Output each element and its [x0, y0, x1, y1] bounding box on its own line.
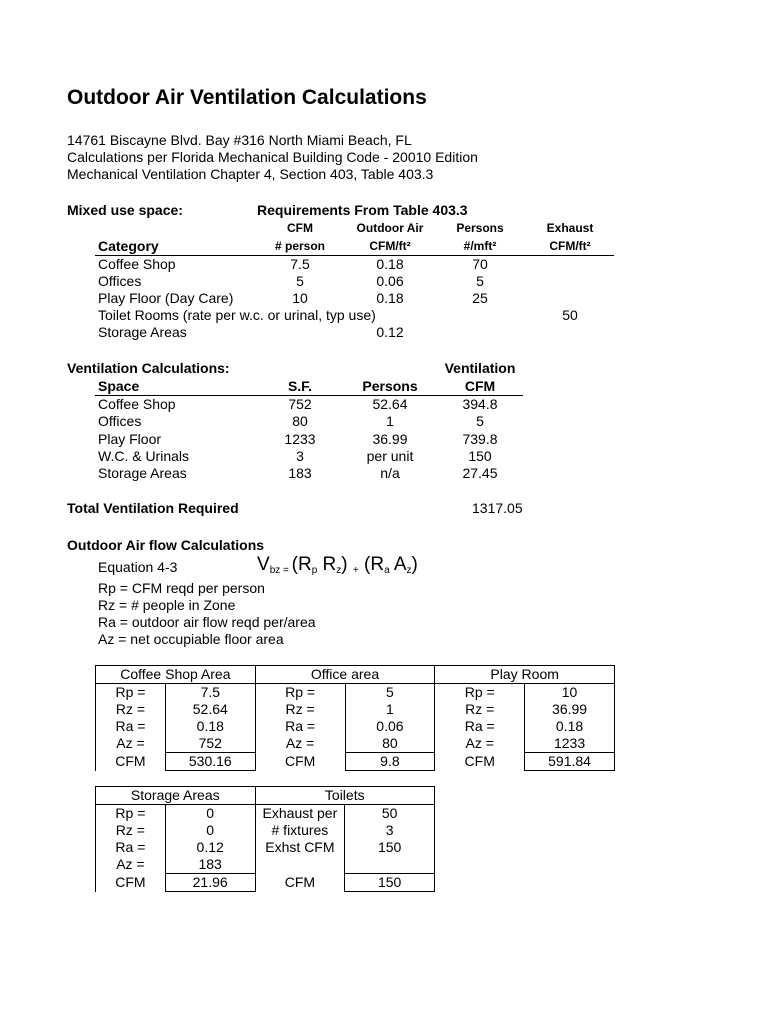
- result-row: CFM 21.96 CFM 150: [96, 874, 435, 892]
- storage-toilet-table: [95, 786, 435, 892]
- space-header: Space: [98, 378, 140, 394]
- requirements-table-title: Requirements From Table 403.3: [257, 202, 468, 218]
- sf-cell: 80: [292, 413, 308, 429]
- definition-rp: Rp = CFM reqd per person: [98, 580, 265, 596]
- persons-cell: per unit: [366, 448, 414, 464]
- persons-header: Persons: [362, 378, 418, 394]
- oa-cell: 0.12: [376, 324, 404, 340]
- cfm-cell: 739.8: [462, 431, 498, 447]
- toilets-title: Toilets: [255, 787, 434, 805]
- col-header-cfm: CFM: [287, 221, 313, 235]
- col-subheader-exhaust: CFM/ft²: [549, 239, 591, 253]
- ventilation-header-top: Ventilation: [444, 360, 516, 376]
- col-header-persons: Persons: [456, 221, 504, 235]
- space-cell: Play Floor: [98, 431, 162, 447]
- definition-rz: Rz = # people in Zone: [98, 597, 236, 613]
- page-title: Outdoor Air Ventilation Calculations: [67, 86, 427, 109]
- total-label: Total Ventilation Required: [67, 500, 239, 516]
- result-row: CFM 530.16 CFM 9.8 CFM 591.84: [96, 753, 615, 771]
- col-subheader-oa: CFM/ft²: [369, 239, 411, 253]
- cfm-cell: 150: [468, 448, 492, 464]
- category-cell: Play Floor (Day Care): [98, 290, 234, 306]
- space-cell: Storage Areas: [98, 465, 187, 481]
- sf-cell: 3: [296, 448, 304, 464]
- category-cell: Offices: [98, 273, 142, 289]
- vent-cfm-header: CFM: [464, 378, 496, 394]
- table-row: Rp = 0 Exhaust per 50: [96, 805, 435, 823]
- equation-formula: $V_{bz =}$ ($R_p$ $R_z$) $_+$ ($R_a$ $A_z$): [257, 554, 418, 576]
- table-row: Rz = 0 # fixtures 3: [96, 822, 435, 839]
- persons-cell: 52.64: [372, 396, 408, 412]
- zone-calc-table: [95, 665, 615, 771]
- table-row: Ra = 0.18 Ra = 0.06 Ra = 0.18: [96, 718, 615, 735]
- space-cell: Offices: [98, 413, 142, 429]
- cfm-cell: 5: [296, 273, 304, 289]
- space-cell: Coffee Shop: [98, 396, 176, 412]
- persons-cell: 25: [472, 290, 488, 306]
- mixed-use-label: Mixed use space:: [67, 202, 183, 218]
- category-cell: Toilet Rooms (rate per w.c. or urinal, typ use): [98, 307, 376, 323]
- oa-cell: 0.18: [376, 290, 404, 306]
- sf-cell: 183: [288, 465, 312, 481]
- play-room-title: Play Room: [435, 666, 615, 684]
- definition-az: Az = net occupiable floor area: [98, 631, 284, 647]
- category-cell: Coffee Shop: [98, 256, 176, 272]
- chapter-reference-line: Mechanical Ventilation Chapter 4, Section 403, Table 403.3: [67, 166, 434, 182]
- cfm-cell: 5: [476, 413, 484, 429]
- code-reference-line: Calculations per Florida Mechanical Building Code - 20010 Edition: [67, 149, 478, 165]
- persons-cell: n/a: [380, 465, 400, 481]
- cfm-cell: 394.8: [462, 396, 498, 412]
- office-area-title: Office area: [255, 666, 435, 684]
- storage-areas-title: Storage Areas: [96, 787, 256, 805]
- oa-cell: 0.06: [376, 273, 404, 289]
- sf-header: S.F.: [287, 378, 313, 394]
- table-row: Rz = 52.64 Rz = 1 Rz = 36.99: [96, 701, 615, 718]
- oa-cell: 0.18: [376, 256, 404, 272]
- table-row: Az = 752 Az = 80 Az = 1233: [96, 735, 615, 753]
- cfm-cell: 10: [292, 290, 308, 306]
- definition-ra: Ra = outdoor air flow reqd per/area: [98, 614, 316, 630]
- equation-label: Equation 4-3: [98, 559, 178, 575]
- persons-cell: 36.99: [372, 431, 408, 447]
- persons-cell: 1: [386, 413, 394, 429]
- ventilation-label: Ventilation Calculations:: [67, 360, 230, 376]
- cfm-cell: 7.5: [290, 256, 310, 272]
- address-line: 14761 Biscayne Blvd. Bay #316 North Miami Beach, FL: [67, 132, 412, 148]
- table-row: Az = 183: [96, 856, 435, 874]
- total-value: 1317.05: [472, 500, 523, 516]
- table-row: Rp = 7.5 Rp = 5 Rp = 10: [96, 684, 615, 702]
- coffee-shop-title: Coffee Shop Area: [96, 666, 256, 684]
- category-cell: Storage Areas: [98, 324, 187, 340]
- sf-cell: 1233: [284, 431, 316, 447]
- col-subheader-cfm: # person: [274, 239, 325, 253]
- col-header-outdoor-air: Outdoor Air: [356, 221, 424, 235]
- persons-cell: 70: [472, 256, 488, 272]
- category-header: Category: [98, 238, 159, 254]
- col-subheader-persons: #/mft²: [463, 239, 497, 253]
- airflow-label: Outdoor Air flow Calculations: [67, 537, 265, 553]
- table-row: Ra = 0.12 Exhst CFM 150: [96, 839, 435, 856]
- cfm-cell: 27.45: [462, 465, 498, 481]
- sf-cell: 752: [288, 396, 312, 412]
- space-cell: W.C. & Urinals: [98, 448, 190, 464]
- persons-cell: 5: [476, 273, 484, 289]
- exhaust-cell: 50: [562, 307, 578, 323]
- col-header-exhaust: Exhaust: [546, 221, 594, 235]
